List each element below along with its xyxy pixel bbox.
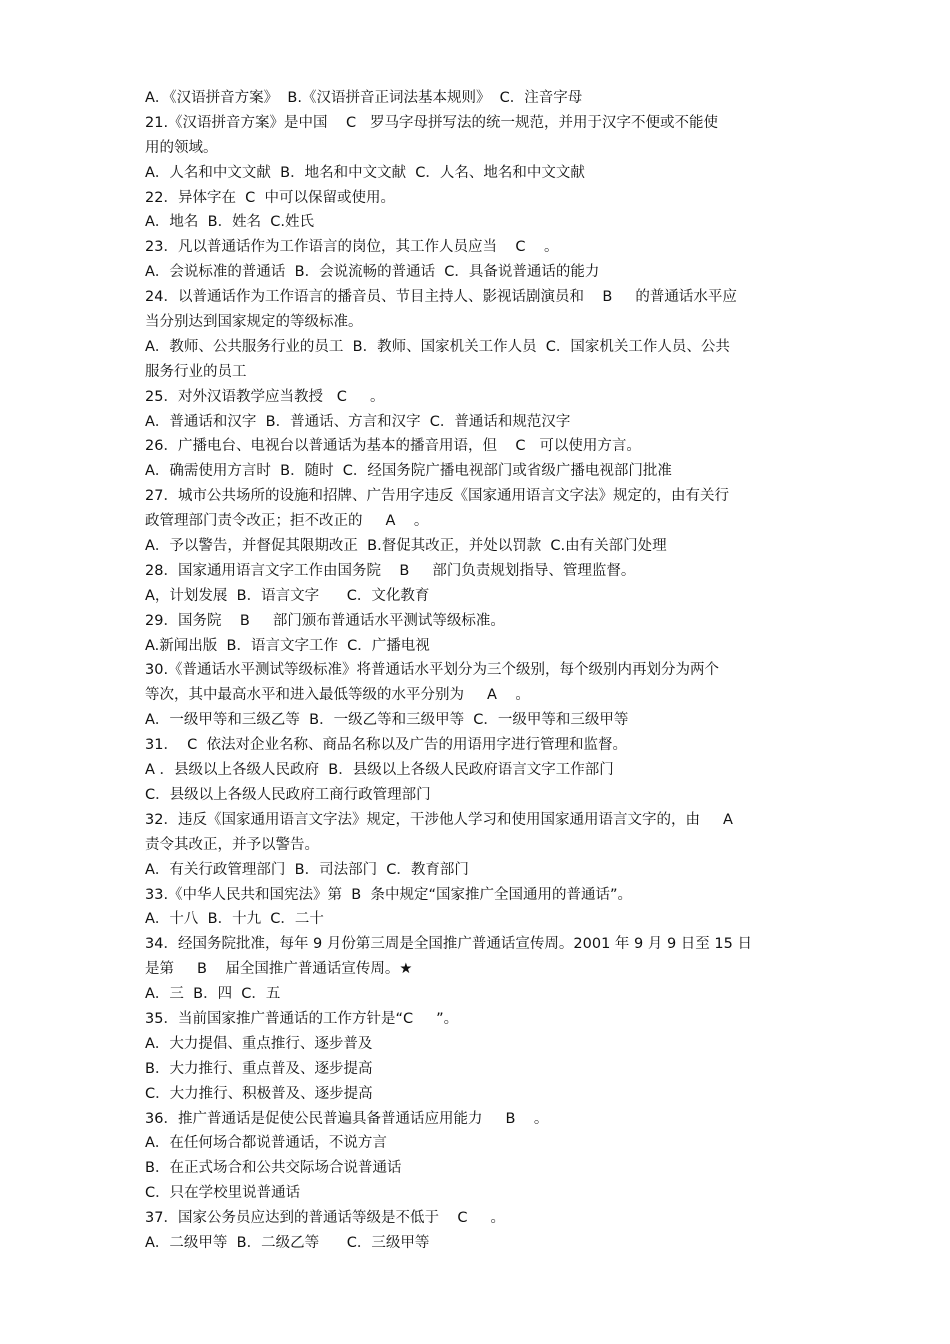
question-line: A，计划发展 B．语言文字 C．文化教育 <box>145 587 430 604</box>
question-line: 是第 B 届全国推广普通话宣传周。★ <box>145 961 413 978</box>
question-line: A．大力提倡、重点推行、逐步普及 <box>145 1035 373 1052</box>
question-line: 37．国家公务员应达到的普通话等级是不低于 C 。 <box>145 1210 506 1227</box>
question-line: A．二级甲等 B．二级乙等 C．三级甲等 <box>145 1234 430 1251</box>
question-line: A．会说标准的普通话 B．会说流畅的普通话 C．具备说普通话的能力 <box>145 264 600 281</box>
question-line: 26．广播电台、电视台以普通话为基本的播音用语，但 C 可以使用方言。 <box>145 438 641 455</box>
question-line: A．予以警告，并督促其限期改正 B.督促其改正，并处以罚款 C.由有关部门处理 <box>145 538 667 555</box>
question-line: A．十八 B．十九 C．二十 <box>145 911 324 928</box>
question-line: A.新闻出版 B．语言文字工作 C．广播电视 <box>145 637 430 654</box>
question-line: A．在任何场合都说普通话，不说方言 <box>145 1135 387 1152</box>
question-line: A．有关行政管理部门 B．司法部门 C．教育部门 <box>145 861 469 878</box>
question-line: 25．对外汉语教学应当教授 C 。 <box>145 388 385 405</box>
question-line: 23．凡以普通话作为工作语言的岗位，其工作人员应当 C 。 <box>145 239 559 256</box>
question-line: B．大力推行、重点普及、逐步提高 <box>145 1060 373 1077</box>
question-line: A．普通话和汉字 B．普通话、方言和汉字 C．普通话和规范汉字 <box>145 413 571 430</box>
question-line: A．《汉语拼音方案》 B.《汉语拼音正词法基本规则》 C．注音字母 <box>145 90 583 106</box>
question-line: A．三 B．四 C．五 <box>145 986 281 1003</box>
question-line: 22．异体字在 C 中可以保留或使用。 <box>145 189 396 206</box>
question-line: A．教师、公共服务行业的员工 B．教师、国家机关工作人员 C．国家机关工作人员、公共 <box>145 338 730 355</box>
question-line: 32．违反《国家通用语言文字法》规定，干涉他人学习和使用国家通用语言文字的，由 A <box>145 811 733 828</box>
question-line: 36．推广普通话是促使公民普遍具备普通话应用能力 B 。 <box>145 1110 549 1127</box>
question-line: 服务行业的员工 <box>145 363 247 380</box>
question-line: 用的领域。 <box>145 139 218 156</box>
question-line: 31． C 依法对企业名称、商品名称以及广告的用语用字进行管理和监督。 <box>145 737 628 754</box>
question-line: C．只在学校里说普通话 <box>145 1185 301 1202</box>
question-line: 33.《中华人民共和国宪法》第 B 条中规定“国家推广全国通用的普通话”。 <box>145 886 632 903</box>
question-line: A ．县级以上各级人民政府 B．县级以上各级人民政府语言文字工作部门 <box>145 762 614 779</box>
question-line: 27．城市公共场所的设施和招牌、广告用字违反《国家通用语言文字法》规定的，由有关行 <box>145 488 729 505</box>
question-line: 政管理部门责令改正；拒不改正的 A 。 <box>145 513 429 530</box>
question-line: 29．国务院 B 部门颁布普通话水平测试等级标准。 <box>145 612 505 629</box>
question-line: 28．国家通用语言文字工作由国务院 B 部门负责规划指导、管理监督。 <box>145 562 636 579</box>
question-line: 24．以普通话作为工作语言的播音员、节目主持人、影视话剧演员和 B 的普通话水平应 <box>145 289 737 306</box>
question-line: 30.《普通话水平测试等级标准》将普通话水平划分为三个级别，每个级别内再划分为两个 <box>145 662 720 679</box>
question-line: C．大力推行、积极普及、逐步提高 <box>145 1085 373 1102</box>
question-line: B．在正式场合和公共交际场合说普通话 <box>145 1160 402 1177</box>
question-line: 当分别达到国家规定的等级标准。 <box>145 314 363 331</box>
question-line: 等次，其中最高水平和进入最低等级的水平分别为 A 。 <box>145 687 530 704</box>
question-line: 责令其改正，并予以警告。 <box>145 836 319 853</box>
question-line: 35．当前国家推广普通话的工作方针是“C ”。 <box>145 1010 459 1027</box>
question-line: A．确需使用方言时 B．随时 C．经国务院广播电视部门或省级广播电视部门批准 <box>145 463 672 480</box>
question-line: A．人名和中文文献 B．地名和中文文献 C．人名、地名和中文文献 <box>145 164 585 181</box>
question-line: A．一级甲等和三级乙等 B．一级乙等和三级甲等 C．一级甲等和三级甲等 <box>145 712 629 729</box>
question-line: 34．经国务院批准，每年 9 月份第三周是全国推广普通话宣传周。2001 年 9 月 9 日至 15 日 <box>145 936 752 953</box>
document-page <box>145 86 810 1256</box>
question-line: 21.《汉语拼音方案》是中国 C 罗马字母拼写法的统一规范，并用于汉字不便或不能使 <box>145 114 718 131</box>
question-line: A．地名 B．姓名 C.姓氏 <box>145 214 315 231</box>
question-line: C．县级以上各级人民政府工商行政管理部门 <box>145 786 431 803</box>
